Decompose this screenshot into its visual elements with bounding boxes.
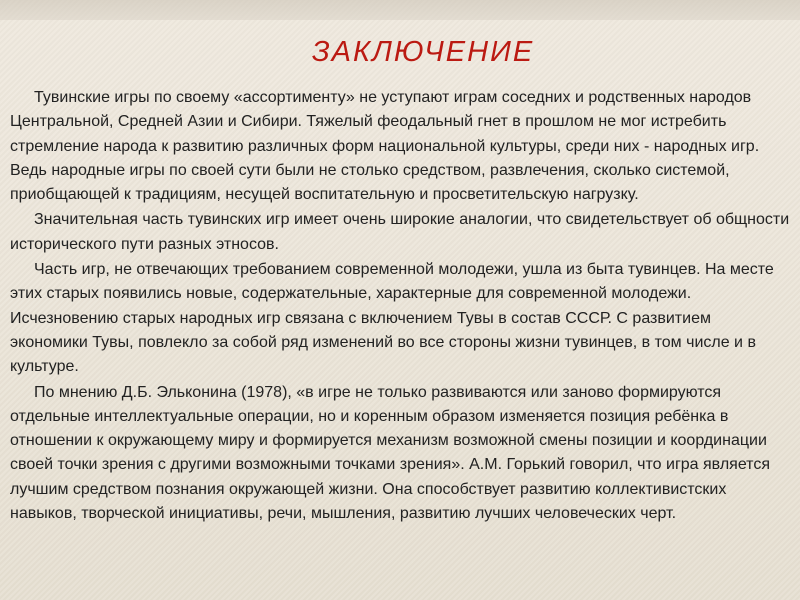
slide-body	[10, 86, 792, 527]
paragraph-2: Значительная часть тувинских игр имеет очень широкие аналогии, что свидетельствует об общности исторического пути разных этносов.	[10, 211, 790, 253]
slide-title: ЗАКЛЮЧЕНИЕ	[311, 36, 535, 68]
top-accent-bar	[0, 0, 800, 20]
paragraph-3: Часть игр, не отвечающих требованием современной молодежи, ушла из быта тувинцев. На месте этих старых появились новые, содержательные, характерные для современной молодежи. Исчезновению старых народных игр связана с включением Тувы в состав СССР. С развитием экономики Тувы, повлекло за собой ряд изменений во все стороны жизни тувинцев, в том числе и в культуре.	[10, 261, 774, 376]
paragraph-1: Тувинские игры по своему «ассортименту» не уступают играм соседних и родственных народов Центральной, Средней Азии и Сибири. Тяжелый феодальный гнет в прошлом не мог истребить стремление народа к развитию различных форм национальной культуры, среди них - народных игр. Ведь народные игры по своей сути были не столько средством, развлечения, сколько системой, приобщающей к традициям, несущей воспитательную и просветительскую нагрузку.	[10, 89, 760, 204]
paragraph-4: По мнению Д.Б. Эльконина (1978), «в игре не только развиваются или заново формируются отдельные интеллектуальные операции, но и коренным образом изменяется позиция ребёнка в отношении к окружающему миру и формируется механизм возможной смены позиции и координации своей точки зрения с другими возможными точками зрения». А.М. Горький говорил, что игра является лучшим средством познания окружающей жизни. Она способствует развитию коллективистских навыков, творческой инициативы, речи, мышления, развитию лучших человеческих черт.	[10, 383, 770, 523]
